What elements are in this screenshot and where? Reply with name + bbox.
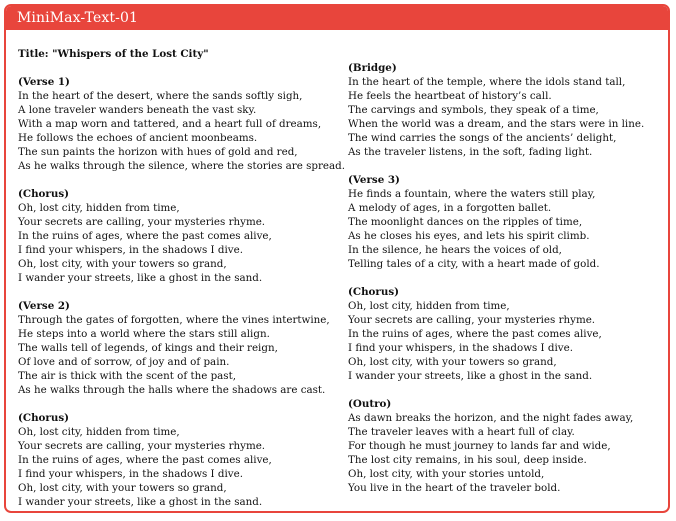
lyric-line: Your secrets are calling, your mysteries rhyme. bbox=[18, 216, 266, 228]
lyric-line: As dawn breaks the horizon, and the night fades away, bbox=[348, 412, 634, 424]
left-sections bbox=[18, 75, 345, 509]
lyric-line: Oh, lost city, with your stories untold, bbox=[348, 468, 545, 480]
lyrics-section bbox=[348, 173, 666, 271]
lyric-line: Your secrets are calling, your mysteries rhyme. bbox=[18, 440, 266, 452]
right-sections bbox=[348, 61, 666, 495]
lyric-line: He feels the heartbeat of history’s call. bbox=[348, 90, 552, 102]
lyric-line: Oh, lost city, with your towers so grand, bbox=[18, 258, 227, 270]
response-panel bbox=[4, 4, 670, 513]
lyrics-section bbox=[348, 285, 666, 383]
lyric-line: As he walks through the halls where the shadows are cast. bbox=[18, 384, 326, 396]
section-heading: (Verse 2) bbox=[18, 300, 70, 312]
lyric-line: I wander your streets, like a ghost in the sand. bbox=[18, 272, 263, 284]
lyric-line: Oh, lost city, with your towers so grand, bbox=[348, 356, 557, 368]
lyric-line: With a map worn and tattered, and a heart full of dreams, bbox=[18, 118, 322, 130]
lyric-line: Oh, lost city, hidden from time, bbox=[348, 300, 510, 312]
lyric-line: He finds a fountain, where the waters still play, bbox=[348, 188, 596, 200]
lyric-line: You live in the heart of the traveler bold. bbox=[348, 482, 561, 494]
lyric-line: The lost city remains, in his soul, deep inside. bbox=[348, 454, 587, 466]
lyric-line: Oh, lost city, hidden from time, bbox=[18, 202, 180, 214]
lyric-line: In the heart of the temple, where the idols stand tall, bbox=[348, 76, 626, 88]
lyrics-section bbox=[348, 61, 666, 159]
lyrics-section bbox=[18, 187, 338, 285]
lyric-line: In the ruins of ages, where the past comes alive, bbox=[18, 230, 272, 242]
section-heading: (Verse 3) bbox=[348, 174, 400, 186]
lyrics-column-left bbox=[18, 30, 345, 513]
lyric-line: He follows the echoes of ancient moonbeams. bbox=[18, 132, 258, 144]
lyric-line: For though he must journey to lands far and wide, bbox=[348, 440, 611, 452]
section-heading: (Outro) bbox=[348, 398, 392, 410]
section-heading: (Chorus) bbox=[18, 412, 70, 424]
lyric-line: In the ruins of ages, where the past comes alive, bbox=[18, 454, 272, 466]
section-heading: (Verse 1) bbox=[18, 76, 70, 88]
lyric-line: In the ruins of ages, where the past comes alive, bbox=[348, 328, 602, 340]
lyric-line: Of love and of sorrow, of joy and of pain. bbox=[18, 356, 230, 368]
lyrics-section bbox=[18, 75, 345, 173]
lyric-line: In the heart of the desert, where the sands softly sigh, bbox=[18, 90, 303, 102]
lyric-line: I find your whispers, in the shadows I dive. bbox=[18, 468, 243, 480]
lyric-line: The air is thick with the scent of the past, bbox=[18, 370, 237, 382]
lyric-line: Oh, lost city, with your towers so grand, bbox=[18, 482, 227, 494]
lyric-line: The sun paints the horizon with hues of gold and red, bbox=[18, 146, 298, 158]
lyrics-section bbox=[18, 299, 338, 397]
lyric-line: He steps into a world where the stars still align. bbox=[18, 328, 270, 340]
song-title: Title: "Whispers of the Lost City" bbox=[18, 48, 209, 60]
lyric-line: The walls tell of legends, of kings and their reign, bbox=[18, 342, 278, 354]
lyric-line: I wander your streets, like a ghost in the sand. bbox=[18, 496, 263, 508]
lyric-line: As he closes his eyes, and lets his spirit climb. bbox=[348, 230, 590, 242]
lyric-line: As he walks through the silence, where the stories are spread. bbox=[18, 160, 345, 172]
lyric-line: I find your whispers, in the shadows I dive. bbox=[18, 244, 243, 256]
lyric-line: Telling tales of a city, with a heart made of gold. bbox=[348, 258, 600, 270]
lyric-line: Through the gates of forgotten, where the vines intertwine, bbox=[18, 314, 330, 326]
lyrics-section bbox=[18, 411, 338, 509]
lyric-line: The carvings and symbols, they speak of a time, bbox=[348, 104, 599, 116]
section-heading: (Bridge) bbox=[348, 62, 397, 74]
lyric-line: The traveler leaves with a heart full of clay. bbox=[348, 426, 575, 438]
section-heading: (Chorus) bbox=[18, 188, 70, 200]
panel-title: MiniMax-Text-01 bbox=[6, 6, 668, 30]
lyric-line: The wind carries the songs of the ancients’ delight, bbox=[348, 132, 617, 144]
lyric-line: As the traveler listens, in the soft, fading light. bbox=[348, 146, 593, 158]
section-heading: (Chorus) bbox=[348, 286, 400, 298]
lyric-line: In the silence, he hears the voices of old, bbox=[348, 244, 562, 256]
lyrics-column-right bbox=[348, 30, 666, 509]
lyric-line: A melody of ages, in a forgotten ballet. bbox=[348, 202, 552, 214]
lyric-line: Your secrets are calling, your mysteries rhyme. bbox=[348, 314, 596, 326]
lyric-line: I find your whispers, in the shadows I dive. bbox=[348, 342, 573, 354]
lyric-line: When the world was a dream, and the stars were in line. bbox=[348, 118, 645, 130]
lyric-line: A lone traveler wanders beneath the vast sky. bbox=[18, 104, 257, 116]
lyric-line: The moonlight dances on the ripples of time, bbox=[348, 216, 583, 228]
lyrics-content bbox=[6, 30, 668, 511]
lyric-line: I wander your streets, like a ghost in the sand. bbox=[348, 370, 593, 382]
lyric-line: Oh, lost city, hidden from time, bbox=[18, 426, 180, 438]
lyrics-section bbox=[348, 397, 666, 495]
